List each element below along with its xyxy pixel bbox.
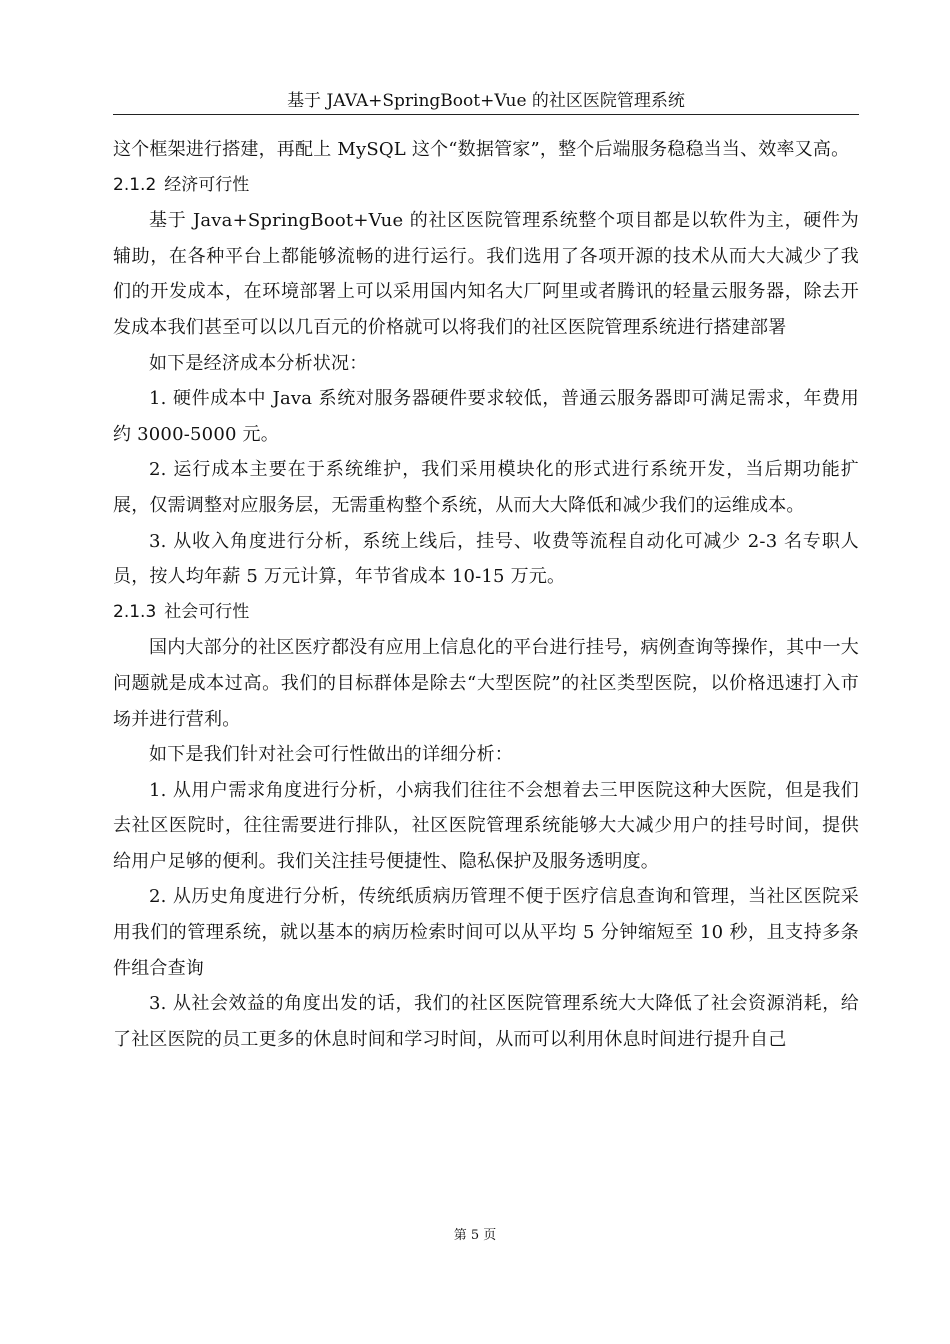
list-item: 2. 运行成本主要在于系统维护，我们采用模块化的形式进行系统开发，当后期功能扩展，仅需调整对应服务层，无需重构整个系统，从而大大降低和减少我们的运维成本。: [113, 459, 859, 516]
list-item: 2. 从历史角度进行分析，传统纸质病历管理不便于医疗信息查询和管理，当社区医院采用我们的管理系统，就以基本的病历检索时间可以从平均 5 分钟缩短至 10 秒，且支持多条件组合查询: [113, 886, 859, 979]
paragraph: 如下是我们针对社会可行性做出的详细分析：: [149, 744, 513, 766]
list-item: 3. 从社会效益的角度出发的话，我们的社区医院管理系统大大降低了社会资源消耗，给了社区医院的员工更多的休息时间和学习时间，从而可以利用休息时间进行提升自己: [113, 993, 859, 1050]
page-number: 第 5 页: [453, 1228, 497, 1243]
document-body: [113, 132, 859, 1057]
section-title: 社会可行性: [164, 601, 250, 622]
list-item: 1. 从用户需求角度进行分析，小病我们往往不会想着去三甲医院这种大医院，但是我们去社区医院时，往往需要进行排队，社区医院管理系统能够大大减少用户的挂号时间，提供给用户足够的便利。我们关注挂号便捷性、隐私保护及服务透明度。: [113, 779, 859, 872]
section-number: 2.1.3: [113, 601, 157, 622]
paragraph: 这个框架进行搭建，再配上 MySQL 这个“数据管家”，整个后端服务稳稳当当、效率又高。: [113, 139, 850, 160]
header-title: 基于 JAVA+SpringBoot+Vue 的社区医院管理系统: [287, 91, 685, 111]
paragraph: 国内大部分的社区医疗都没有应用上信息化的平台进行挂号，病例查询等操作，其中一大问题就是成本过高。我们的目标群体是除去“大型医院”的社区类型医院，以价格迅速打入市场并进行营利。: [113, 637, 859, 730]
paragraph: 如下是经济成本分析状况：: [149, 352, 368, 374]
section-heading: [113, 168, 859, 204]
list-item: 1. 硬件成本中 Java 系统对服务器硬件要求较低，普通云服务器即可满足需求，年费用约 3000-5000 元。: [113, 388, 859, 445]
page-header: [113, 88, 859, 115]
page-footer: [0, 1226, 950, 1246]
section-title: 经济可行性: [164, 174, 250, 195]
section-heading: [113, 595, 859, 631]
section-number: 2.1.2: [113, 174, 157, 195]
list-item: 3. 从收入角度进行分析，系统上线后，挂号、收费等流程自动化可减少 2-3 名专职人员，按人均年薪 5 万元计算，年节省成本 10-15 万元。: [113, 530, 859, 588]
paragraph: 基于 Java+SpringBoot+Vue 的社区医院管理系统整个项目都是以软件为主，硬件为辅助，在各种平台上都能够流畅的进行运行。我们选用了各项开源的技术从而大大减少了我们的开发成本，在环境部署上可以采用国内知名大厂阿里或者腾讯的轻量云服务器，除去开发成本我们甚至可以以几百元的价格就可以将我们的社区医院管理系统进行搭建部署: [113, 210, 859, 338]
